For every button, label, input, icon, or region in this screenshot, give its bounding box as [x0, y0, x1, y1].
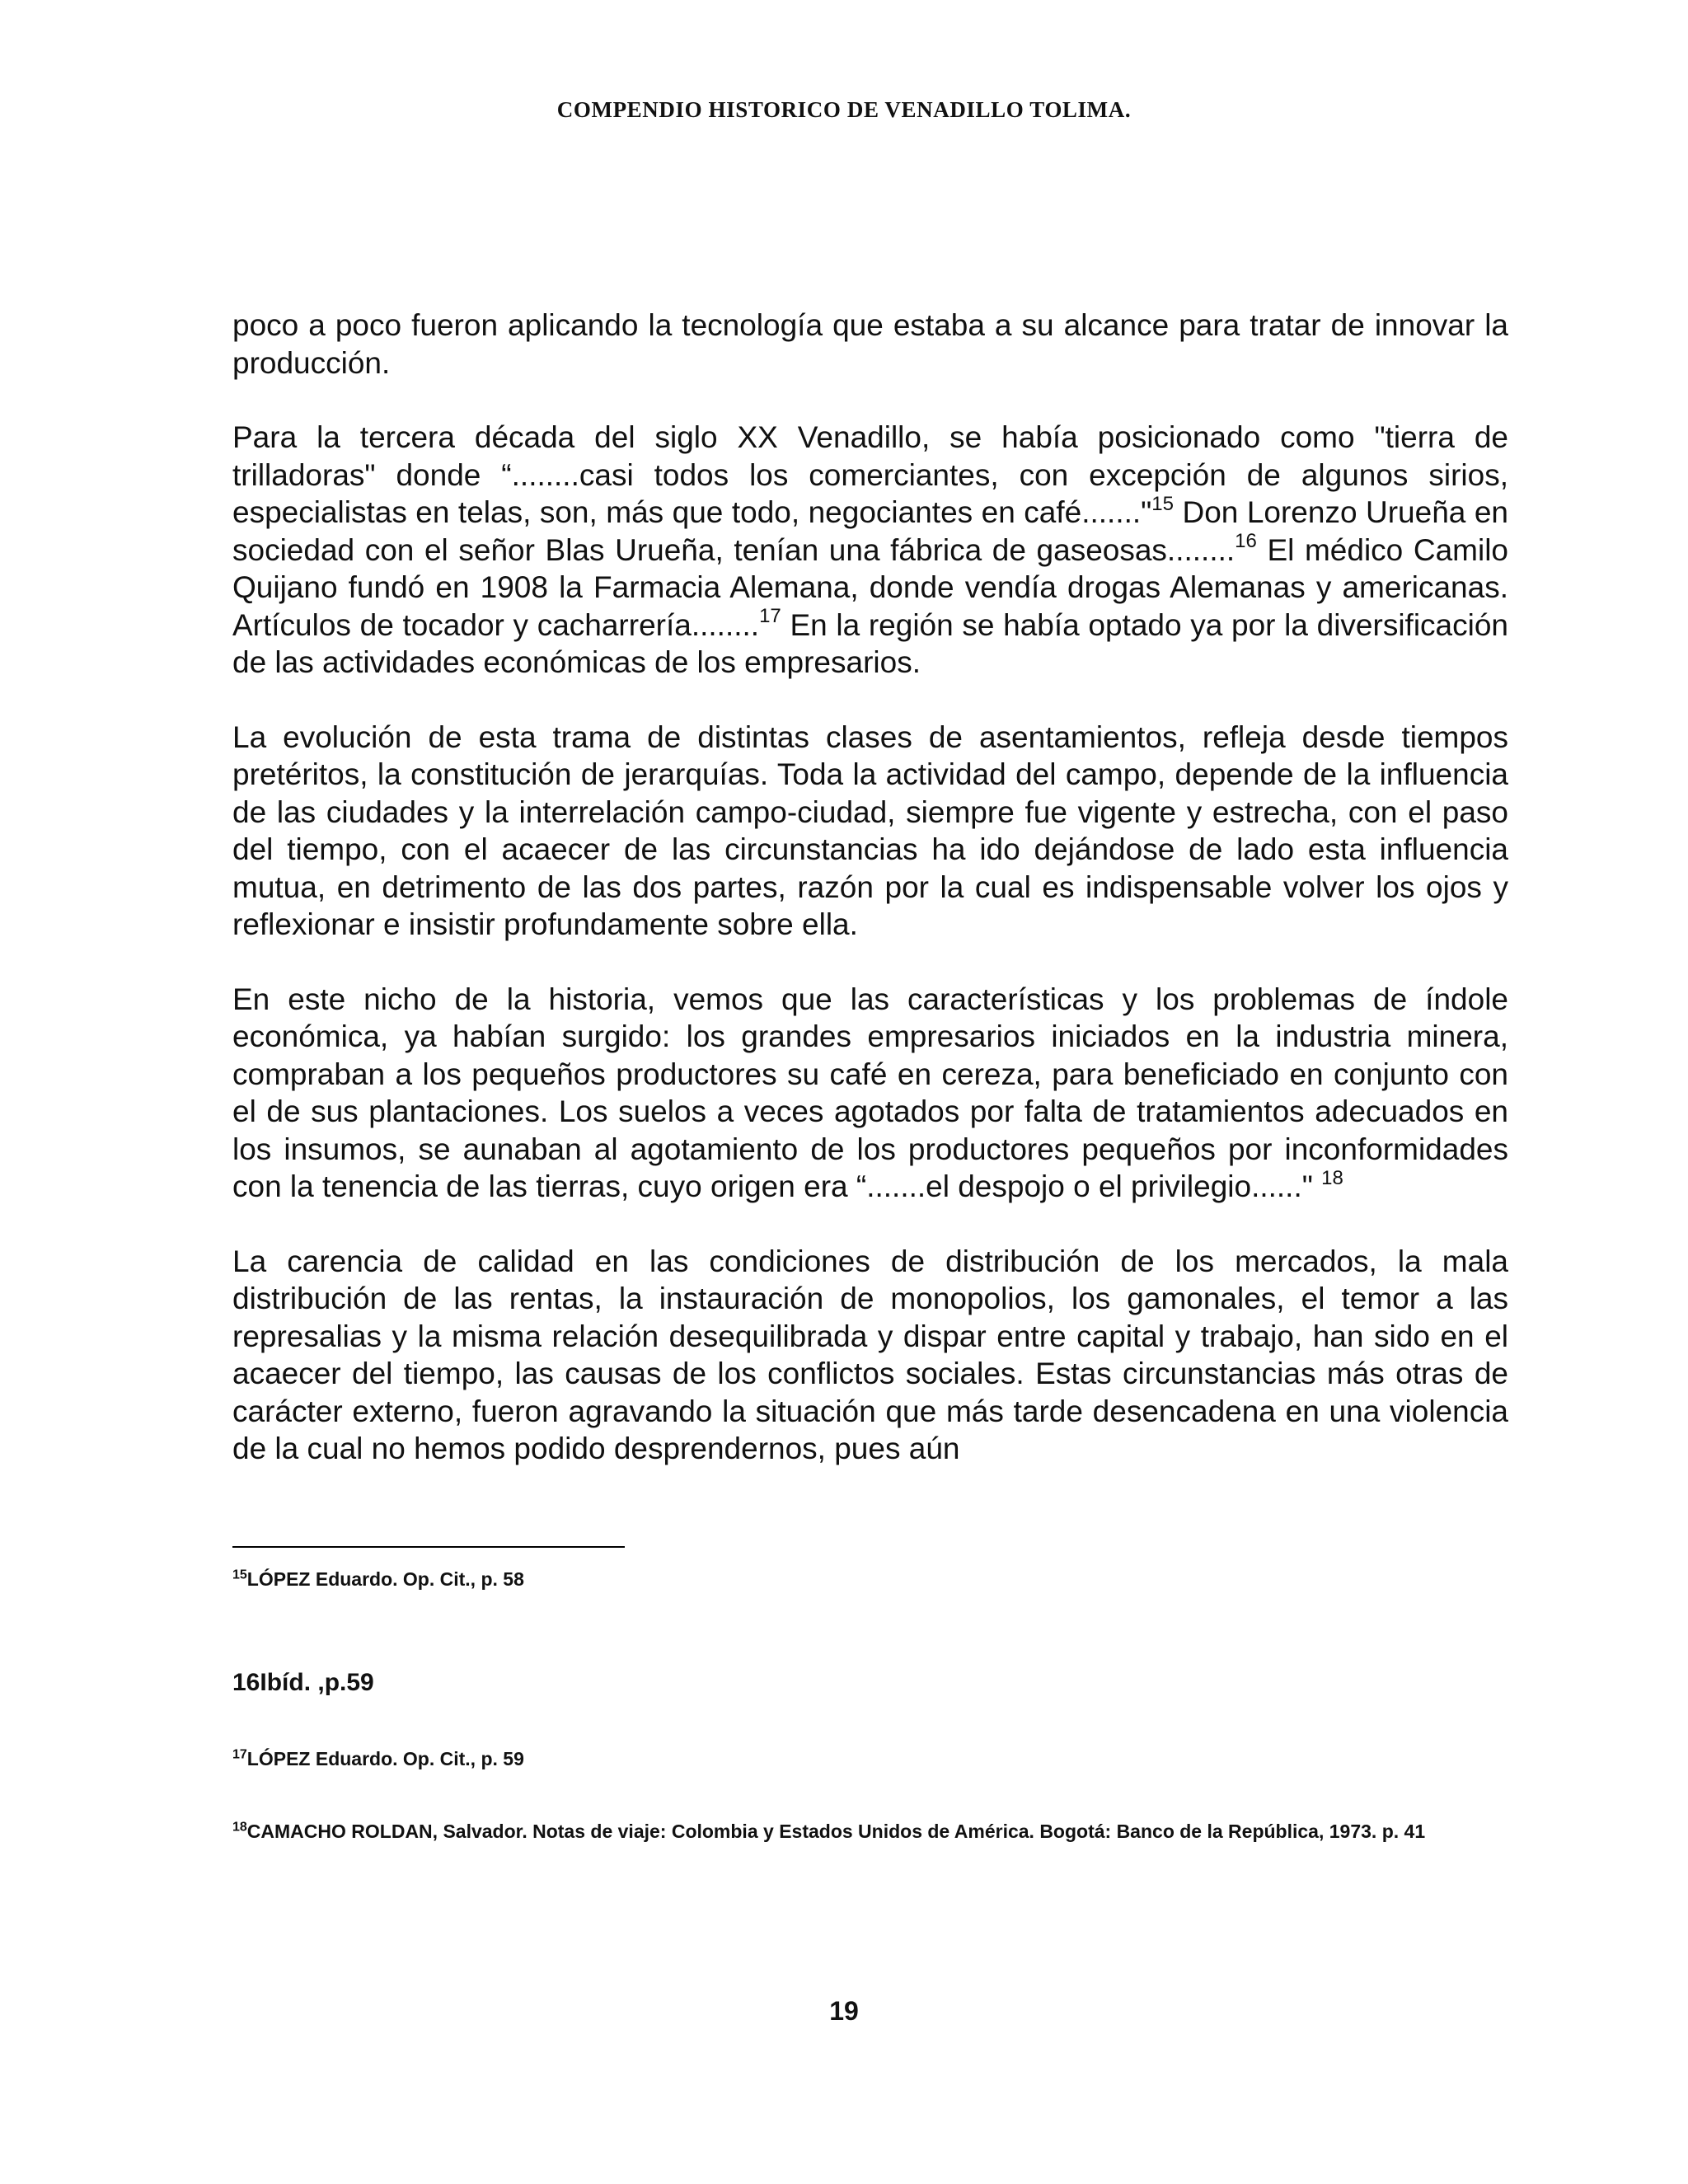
paragraph-2-part-3: El médico Camilo Quijano fundó en 1908 la Farmacia Alemana, donde vendía drogas Alemanas y americanas. Artículos de tocador y cacharrería........	[232, 532, 1508, 642]
running-header: COMPENDIO HISTORICO DE VENADILLO TOLIMA.	[556, 97, 1132, 122]
paragraph-4	[232, 981, 1508, 1206]
paragraph-2	[232, 419, 1508, 682]
footnote-16-text: 16Ibíd. ,p.59	[232, 1669, 374, 1696]
footnote-18	[232, 1816, 1518, 1846]
footnote-17-number: 17	[232, 1747, 247, 1762]
footnote-16	[232, 1668, 1518, 1698]
page-number: 19	[829, 1996, 859, 2026]
footnote-15	[232, 1564, 1518, 1594]
paragraph-2-part-2: Don Lorenzo Urueña en sociedad con el señor Blas Urueña, tenían una fábrica de gaseosas........	[232, 495, 1508, 567]
footnote-17	[232, 1744, 1518, 1774]
footnote-separator	[232, 1546, 625, 1548]
paragraph-2-part-1: Para la tercera década del siglo XX Venadillo, se había posicionado como "tierra de trilladoras" donde “........casi todos los comerciantes, con excepción de algunos sirios, especialistas en telas, son, más que todo, negociantes en café......."	[232, 420, 1508, 529]
footnote-17-text: LÓPEZ Eduardo. Op. Cit., p. 59	[246, 1748, 524, 1769]
footnote-ref-18: 18	[1321, 1166, 1343, 1189]
footnote-ref-15: 15	[1151, 492, 1174, 515]
footnote-15-text: LÓPEZ Eduardo. Op. Cit., p. 58	[246, 1568, 524, 1590]
footnote-18-number: 18	[232, 1820, 247, 1835]
paragraph-2-part-4: En la región se había optado ya por la diversificación de las actividades económicas de los empresarios.	[232, 607, 1508, 679]
paragraph-1: poco a poco fueron aplicando la tecnología que estaba a su alcance para tratar de innovar la producción.	[232, 308, 1508, 380]
paragraph-3: La evolución de esta trama de distintas clases de asentamientos, refleja desde tiempos pretéritos, la constitución de jerarquías. Toda la actividad del campo, depende de la influencia de las ciudades y la interrelación campo-ciudad, siempre fue vigente y estrecha, con el paso del tiempo, con el acaecer de las circunstancias ha ido dejándose de lado esta influencia mutua, en detrimento de las dos partes, razón por la cual es indispensable volver los ojos y reflexionar e insistir profundamente sobre ella.	[232, 719, 1508, 941]
main-text	[232, 307, 1508, 1505]
footnote-ref-16: 16	[1235, 530, 1257, 553]
paragraph-5: La carencia de calidad en las condiciones de distribución de los mercados, la mala distribución de las rentas, la instauración de monopolios, los gamonales, el temor a las represalias y la misma relación desequilibrada y dispar entre capital y trabajo, han sido en el acaecer del tiempo, las causas de los conflictos sociales. Estas circunstancias más otras de carácter externo, fueron agravando la situación que más tarde desencadena en una violencia de la cual no hemos podido desprendernos, pues aún	[232, 1244, 1508, 1465]
paragraph-4-text: En este nicho de la historia, vemos que las características y los problemas de índole económica, ya habían surgido: los grandes empresarios iniciados en la industria minera, compraban a los pequeños productores su café en cereza, para beneficiado en conjunto con el de sus plantaciones. Los suelos a veces agotados por falta de tratamientos adecuados en los insumos, se aunaban al agotamiento de los productores pequeños por inconformidades con la tenencia de las tierras, cuyo origen era “.......el despojo o el privilegio......"	[232, 982, 1508, 1203]
footnote-18-text: CAMACHO ROLDAN, Salvador. Notas de viaje: Colombia y Estados Unidos de América. Bogotá: Banco de la República, 1973. p. 41	[246, 1821, 1426, 1842]
footnote-15-number: 15	[232, 1568, 247, 1582]
footnote-ref-17: 17	[759, 605, 781, 628]
